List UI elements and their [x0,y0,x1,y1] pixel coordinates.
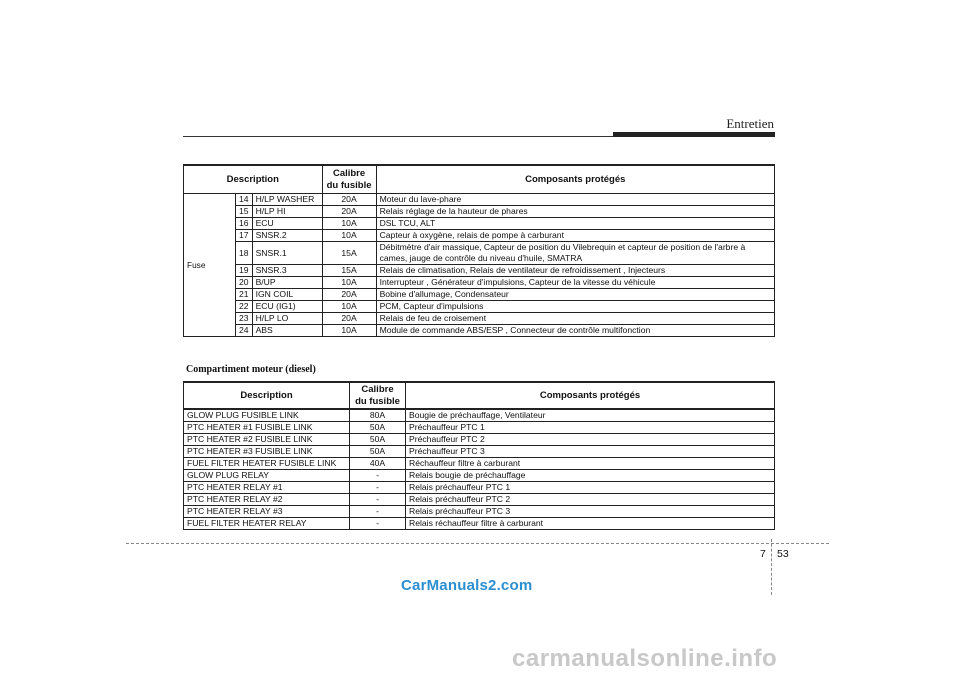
table-row [184,301,775,313]
link-name: FUEL FILTER HEATER FUSIBLE LINK [184,458,350,470]
fuse-name: ECU (IG1) [252,301,322,313]
col-header-rating: Calibre du fusible [350,382,406,409]
link-name: PTC HEATER RELAY #3 [184,506,350,518]
table-row [184,289,775,301]
footer-rule [126,543,829,544]
link-components: Relais bougie de préchauffage [406,470,775,482]
link-name: PTC HEATER #1 FUSIBLE LINK [184,422,350,434]
table-row [184,506,775,518]
table-row [184,494,775,506]
link-components: Relais préchauffeur PTC 2 [406,494,775,506]
table-row [184,194,775,206]
link-components: Relais préchauffeur PTC 3 [406,506,775,518]
fuse-components: Bobine d'allumage, Condensateur [376,289,774,301]
link-name: PTC HEATER RELAY #1 [184,482,350,494]
diesel-fuse-table [183,381,775,530]
col-header-description: Description [184,165,323,194]
link-rating: - [350,506,406,518]
table-row [184,206,775,218]
link-rating: 50A [350,434,406,446]
link-rating: - [350,470,406,482]
table-row [184,409,775,422]
fuse-components: DSL TCU, ALT [376,218,774,230]
fuse-number: 24 [236,325,253,337]
fuse-components: Relais réglage de la hauteur de phares [376,206,774,218]
table-row [184,458,775,470]
table-row [184,313,775,325]
table-row [184,218,775,230]
link-name: GLOW PLUG FUSIBLE LINK [184,409,350,422]
fuse-number: 18 [236,242,253,265]
table-row [184,470,775,482]
fuse-components: PCM, Capteur d'impulsions [376,301,774,313]
chapter-number: 7 [760,548,766,560]
fuse-name: SNSR.3 [252,265,322,277]
diesel-fuse-table-body [184,409,775,530]
fuse-name: B/UP [252,277,322,289]
fuse-rating: 15A [322,242,376,265]
fuse-table [183,164,775,337]
fuse-rating: 20A [322,313,376,325]
fuse-number: 23 [236,313,253,325]
fuse-components: Relais de feu de croisement [376,313,774,325]
link-components: Relais préchauffeur PTC 1 [406,482,775,494]
fuse-rating: 15A [322,265,376,277]
fuse-name: SNSR.2 [252,230,322,242]
link-components: Bougie de préchauffage, Ventilateur [406,409,775,422]
link-rating: 50A [350,422,406,434]
table-row [184,446,775,458]
fuse-number: 19 [236,265,253,277]
fuse-number: 15 [236,206,253,218]
fuse-number: 20 [236,277,253,289]
fuse-components: Relais de climatisation, Relais de ventilateur de refroidissement , Injecteurs [376,265,774,277]
col-header-components: Composants protégés [376,165,774,194]
link-components: Préchauffeur PTC 3 [406,446,775,458]
link-components: Réchauffeur filtre à carburant [406,458,775,470]
page-divider [771,539,772,595]
fuse-number: 21 [236,289,253,301]
link-name: PTC HEATER #2 FUSIBLE LINK [184,434,350,446]
fuse-components: Moteur du lave-phare [376,194,774,206]
section-title: Entretien [726,116,774,131]
fuse-components: Interrupteur , Générateur d'impulsions, Capteur de la vitesse du véhicule [376,277,774,289]
header-rule-accent [613,132,775,137]
fuse-number: 22 [236,301,253,313]
table-row [184,482,775,494]
fuse-rating: 10A [322,277,376,289]
fuse-rating: 20A [322,194,376,206]
col-header-description: Description [184,382,350,409]
fuse-number: 14 [236,194,253,206]
fuse-name: H/LP HI [252,206,322,218]
fuse-table-body [184,194,775,337]
table-row [184,265,775,277]
link-components: Préchauffeur PTC 1 [406,422,775,434]
link-rating: 80A [350,409,406,422]
header-rule [183,136,613,137]
fuse-name: ECU [252,218,322,230]
fuse-rating: 10A [322,218,376,230]
link-name: FUEL FILTER HEATER RELAY [184,518,350,530]
fuse-rating: 10A [322,325,376,337]
table-row [184,325,775,337]
table-row [184,518,775,530]
watermark-carmanualsonline[interactable]: carmanualsonline.info [512,645,778,672]
fuse-rating: 10A [322,230,376,242]
table-row [184,277,775,289]
link-rating: - [350,518,406,530]
link-components: Relais réchauffeur filtre à carburant [406,518,775,530]
link-rating: - [350,482,406,494]
col-header-components: Composants protégés [406,382,775,409]
fuse-rating: 20A [322,206,376,218]
link-name: PTC HEATER RELAY #2 [184,494,350,506]
fuse-number: 16 [236,218,253,230]
watermark-carmanuals2[interactable]: CarManuals2.com [401,577,533,594]
fuse-components: Débitmètre d'air massique, Capteur de position du Vilebrequin et capteur de position de l'arbre à cames, jauge de contrôle du niveau d'huile, SMATRA [376,242,774,265]
fuse-rating: 10A [322,301,376,313]
fuse-name: IGN COIL [252,289,322,301]
group-label: Fuse [184,194,236,337]
table-row [184,242,775,265]
fuse-name: H/LP WASHER [252,194,322,206]
col-header-rating: Calibre du fusible [322,165,376,194]
link-rating: 50A [350,446,406,458]
fuse-components: Module de commande ABS/ESP , Connecteur de contrôle multifonction [376,325,774,337]
link-rating: 40A [350,458,406,470]
fuse-rating: 20A [322,289,376,301]
table-row [184,434,775,446]
link-components: Préchauffeur PTC 2 [406,434,775,446]
fuse-name: ABS [252,325,322,337]
table-row [184,230,775,242]
page-number: 53 [777,548,789,560]
link-name: GLOW PLUG RELAY [184,470,350,482]
subsection-title: Compartiment moteur (diesel) [186,364,316,375]
fuse-name: SNSR.1 [252,242,322,265]
fuse-number: 17 [236,230,253,242]
fuse-components: Capteur à oxygène, relais de pompe à carburant [376,230,774,242]
fuse-name: H/LP LO [252,313,322,325]
table-row [184,422,775,434]
link-rating: - [350,494,406,506]
link-name: PTC HEATER #3 FUSIBLE LINK [184,446,350,458]
